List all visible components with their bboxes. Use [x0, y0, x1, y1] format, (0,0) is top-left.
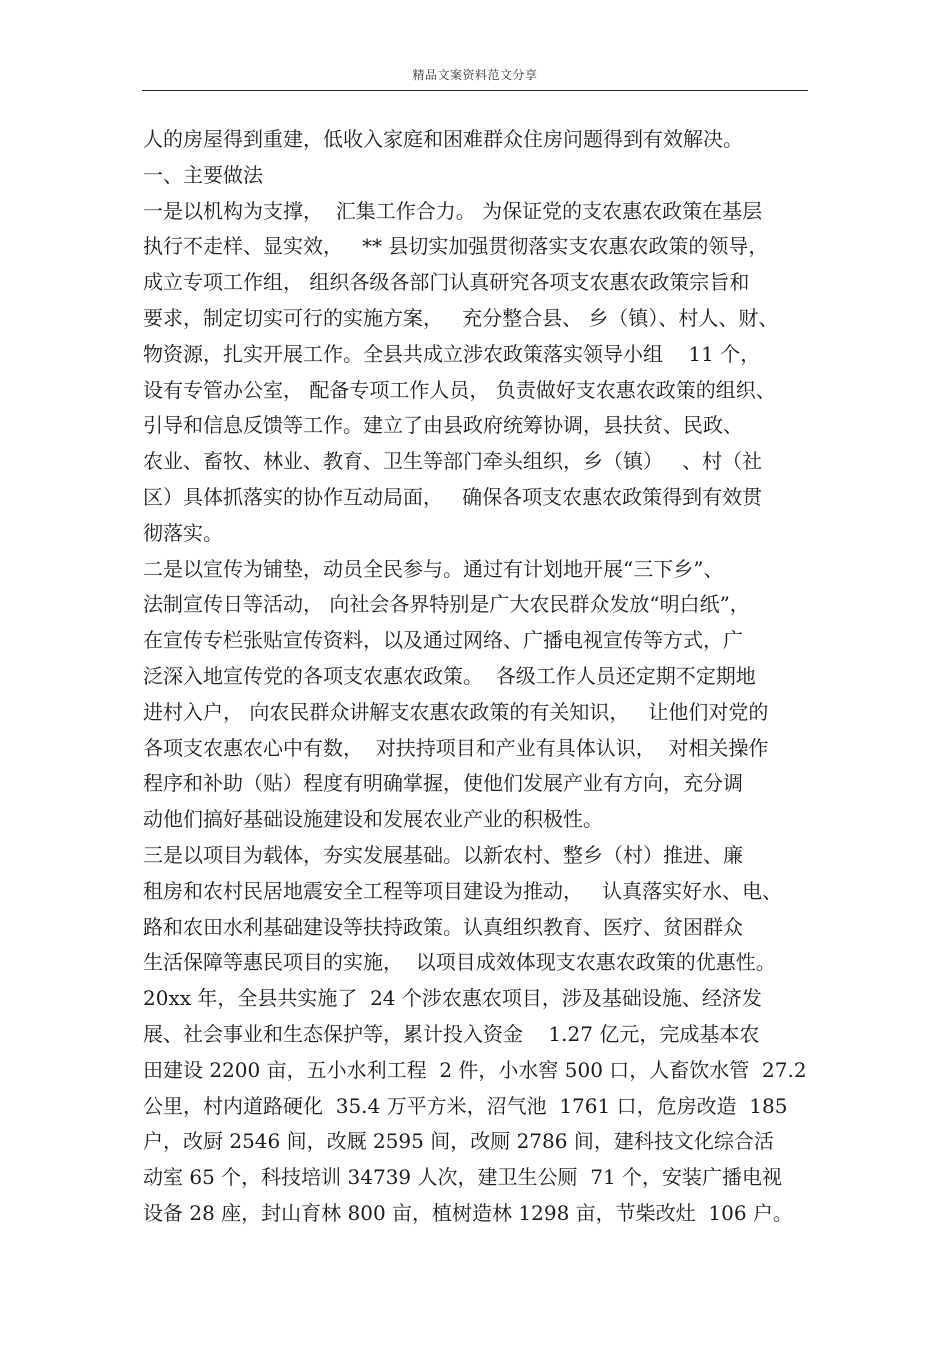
text-line: 执行不走样、显实效， ** 县切实加强贯彻落实支农惠农政策的领导，	[143, 234, 769, 259]
text-line: 田建设 2200 亩，五小水利工程 2 件，小水窖 500 口，人畜饮水管 27.2	[143, 1057, 807, 1082]
header-divider	[142, 90, 808, 91]
text-line: 租房和农村民居地震安全工程等项目建设为推动， 认真落实好水、电、	[143, 878, 783, 903]
text-line: 彻落实。	[143, 520, 223, 545]
text-line: 一是以机构为支撑， 汇集工作合力。 为保证党的支农惠农政策在基层	[143, 198, 763, 223]
text-line: 展、社会事业和生态保护等，累计投入资金 1.27 亿元，完成基本农	[143, 1021, 760, 1046]
text-line: 物资源，扎实开展工作。全县共成立涉农政策落实领导小组 11 个，	[143, 341, 761, 366]
section-heading: 一、主要做法	[143, 162, 263, 187]
text-line: 二是以宣传为铺垫，动员全民参与。通过有计划地开展“三下乡”、	[143, 556, 724, 581]
text-line: 户，改厨 2546 间，改厩 2595 间，改厕 2786 间，建科技文化综合活	[143, 1129, 774, 1154]
text-line: 各项支农惠农心中有数， 对扶持项目和产业有具体认识， 对相关操作	[143, 735, 769, 760]
text-line: 泛深入地宣传党的各项支农惠农政策。 各级工作人员还定期不定期地	[143, 663, 756, 688]
text-line: 程序和补助（贴）程度有明确掌握，使他们发展产业有方向，充分调	[143, 771, 743, 796]
text-line: 20xx 年，全县共实施了 24 个涉农惠农项目，涉及基础设施、经济发	[143, 986, 762, 1011]
text-line: 农业、畜牧、林业、教育、卫生等部门牵头组织，乡（镇） 、村（社	[143, 449, 763, 474]
text-line: 法制宣传日等活动， 向社会各界特别是广大农民群众发放“明白纸”，	[143, 592, 750, 617]
page-header: 精品文案资料范文分享	[412, 68, 538, 82]
text-line: 路和农田水利基础建设等扶持政策。认真组织教育、医疗、贫困群众	[143, 914, 743, 939]
document-body	[143, 122, 823, 1232]
text-line: 人的房屋得到重建，低收入家庭和困难群众住房问题得到有效解决。	[143, 127, 743, 151]
text-line: 动室 65 个，科技培训 34739 人次，建卫生公厕 71 个，安装广播电视	[143, 1165, 783, 1190]
text-line: 要求，制定切实可行的实施方案， 充分整合县、 乡（镇）、村人、财、	[143, 305, 779, 330]
text-line: 在宣传专栏张贴宣传资料，以及通过网络、广播电视宣传等方式，广	[143, 628, 743, 653]
text-line: 公里，村内道路硬化 35.4 万平方米，沼气池 1761 口，危房改造 185	[143, 1093, 788, 1118]
text-line: 动他们搞好基础设施建设和发展农业产业的积极性。	[143, 807, 603, 832]
text-line: 设备 28 座，封山育林 800 亩，植树造林 1298 亩，节柴改灶 106 户。	[143, 1200, 793, 1225]
text-line: 三是以项目为载体，夯实发展基础。以新农村、整乡（村）推进、廉	[143, 842, 743, 867]
text-line: 引导和信息反馈等工作。建立了由县政府统筹协调，县扶贫、民政、	[143, 413, 743, 438]
text-line: 区）具体抓落实的协作互动局面， 确保各项支农惠农政策得到有效贯	[143, 484, 763, 509]
text-line: 成立专项工作组， 组织各级各部门认真研究各项支农惠农政策宗旨和	[143, 270, 750, 295]
text-line: 生活保障等惠民项目的实施， 以项目成效体现支农惠农政策的优惠性。	[143, 950, 776, 975]
text-line: 设有专管办公室， 配备专项工作人员， 负责做好支农惠农政策的组织、	[143, 377, 776, 402]
text-line: 进村入户， 向农民群众讲解支农惠农政策的有关知识， 让他们对党的	[143, 699, 769, 724]
